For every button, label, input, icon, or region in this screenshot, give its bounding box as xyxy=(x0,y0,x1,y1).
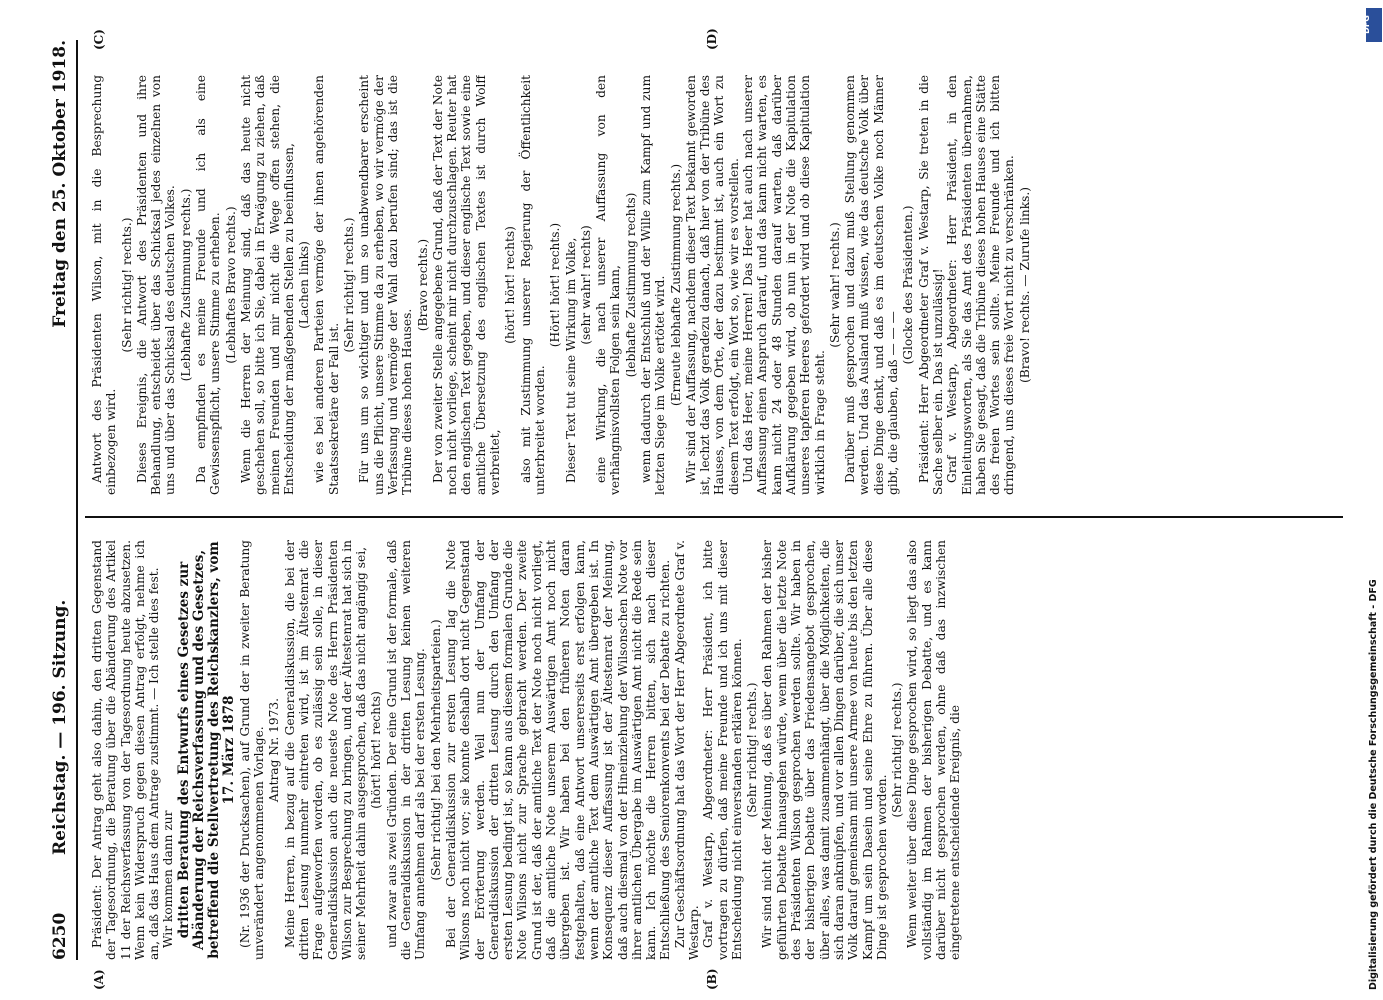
paragraph: Zur Geschäftsordnung hat das Wort der Herr Abgeordnete Graf v. Westarp. xyxy=(672,540,701,960)
paragraph: Graf v. Westarp, Abgeordneter: Herr Präsident, in den Einleitungsworten, als Sie das Amt des Präsidenten übernahmen, haben Sie gesagt, daß die Tribüne dieses hohen Hauses eine Stätte des freien Wortes sein sollte. Meine Freunde und ich bitten dringend, uns dieses freie Wort nicht zu verschränken. xyxy=(945,75,1017,495)
reaction: (Sehr wahr! rechts.) xyxy=(827,222,842,348)
page-header xyxy=(48,40,78,960)
digitization-credit xyxy=(1368,10,1382,990)
credit-text: Digitalisierung gefördert durch die Deutsche Forschungsgemeinschaft - DFG xyxy=(1368,579,1379,990)
paragraph: Der von zweiter Stelle angegebene Grund, daß der Text der Note noch nicht vorliege, scheint mir nicht durchzuschlagen. Reuter hat den englischen Text gegeben, und dieser englische Text sowie eine amtliche Übersetzung des englischen Textes ist durch Wolff verbreitet, xyxy=(430,75,503,495)
reaction: (lebhafte Zustimmung rechts) xyxy=(623,192,638,378)
paragraph: Wir kommen dann zur xyxy=(161,810,176,948)
reaction: (Sehr richtig! rechts.) xyxy=(119,217,134,353)
motion-number: Antrag Nr. 1973. xyxy=(267,697,282,803)
page-number: 6250 xyxy=(50,912,70,960)
reaction: (Sehr richtig! bei den Mehrheitsparteien.) xyxy=(428,619,443,881)
paragraph: Dieses Ereignis, die Antwort des Präsidenten und ihre Behandlung, entscheidet über das Schicksal jedes einzelnen von uns und über das Schicksal des deutschen Volkes. xyxy=(134,75,178,495)
paragraph: Wenn weiter über diese Dinge gesprochen wird, so liegt das also vollständig im Rahmen der bisherigen Debatte, und es kann darüber nicht gesprochen werden, ohne daß das inzwischen eingetretene entscheidende Ereignis, die xyxy=(905,540,963,960)
paragraph: wenn dadurch der Entschluß und der Wille zum Kampf und zum letzten Siege im Volke ertötet wird. xyxy=(638,75,668,495)
paragraph: (Nr. 1936 der Drucksachen), auf Grund der in zweiter Beratung unverändert angenommenen Vorlage. xyxy=(237,540,267,960)
paragraph: Dieser Text tut seine Wirkung im Volke, xyxy=(563,237,578,483)
paragraph: Darüber muß gesprochen und dazu muß Stellung genommen werden. Und das Ausland muß wissen, wie das deutsche Volk über diese Dinge denkt, und daß es im deutschen Volke noch Männer gibt, die glauben, daß — — — xyxy=(843,75,901,495)
reaction: (Erneute lebhafte Zustimmung rechts.) xyxy=(668,163,683,407)
reaction: (Lebhafte Zustimmung rechts.) xyxy=(178,188,193,382)
paragraph: Meine Herren, in bezug auf die Generaldiskussion, die bei der dritten Lesung nunmehr eintreten wird, ist im Ältestenrat die Frage aufgeworfen worden, ob es zulässig sein solle, in dieser Generaldiskussion auch die neueste Note des Herrn Präsidenten Wilson zur Besprechung zu bringen, und der Ältestenrat hat sich in seiner Mehrheit dahin ausgesprochen, daß das nicht angängig sei, xyxy=(282,540,369,960)
paragraph: Wir sind nicht der Meinung, daß es über den Rahmen der bisher geführten Debatte hinausgehen würde, wenn über die letzte Note des Präsidenten Wilson gesprochen werden sollte. Wir haben in der bisherigen Debatte über das Friedensangebot gesprochen, über alles, was damit zusammenhängt, über die Möglichkeiten, die sich daran anknüpfen, und vor allen Dingen darüber, die sich unser Volk darauf gemeinsam mit unsere Armee von heute bis den letzten Kampf um sein Dasein und seine Ehre zu führen. Über alle diese Dinge ist gesprochen worden. xyxy=(760,540,889,960)
margin-marker-d: (D) xyxy=(705,28,719,50)
paragraph: und zwar aus zwei Gründen. Der eine Grund ist der formale, daß die Generaldiskussion in der dritten Lesung keinen weiteren Umfang annehmen darf als bei der ersten Lesung. xyxy=(384,540,428,960)
paragraph: Wir sind der Auffassung, nachdem dieser Text bekannt geworden ist, lechzt das Volk geradezu danach, daß hier von der Tribüne des Hauses, von dem Orte, der dazu bestimmt ist, auch ein Wort zu diesem Text erfolgt, ein Wort so, wie wir es vorstellen. xyxy=(683,75,741,495)
right-column xyxy=(90,75,1343,495)
left-column xyxy=(90,540,1343,960)
paragraph: Da empfinden es meine Freunde und ich als eine Gewissenspflicht, unsere Stimme zu erheben. xyxy=(194,75,223,495)
reaction: (Glocke des Präsidenten.) xyxy=(901,205,916,365)
margin-marker-a: (A) xyxy=(92,969,106,990)
reaction: (Sehr richtig! rechts.) xyxy=(890,682,905,818)
dfg-logo-text: DFG xyxy=(1361,15,1371,34)
paragraph: Graf v. Westarp, Abgeordneter: Herr Präsident, ich bitte vortragen zu dürfen, daß meine Freunde und ich uns mit dieser Entscheidung nicht einverstanden erklären können. xyxy=(701,540,744,960)
reaction: (Hört! hört! rechts.) xyxy=(548,222,563,348)
paragraph: Bei der Generaldiskussion zur ersten Lesung lag die Note Wilsons noch nicht vor; sie konnte deshalb dort nicht Gegenstand der Erörterung werden. Weil nun der Umfang der Generaldiskussion der dritten Lesung durch den Umfang der ersten Lesung bedingt ist, so kann aus diesem formalen Grunde die Note Wilsons nicht zur Sprache gebracht werden. Der zweite Grund ist der, daß der amtliche Text der Note noch nicht vorliegt, daß die amtliche Note unserem Auswärtigen Amt noch nicht übergeben ist. Wir haben bei den früheren Noten daran festgehalten, daß eine Antwort unsererseits erst erfolgen kann, wenn der amtliche Text dem Auswärtigen Amt übergeben ist. In Konsequenz dieser Auffassung ist der Ältestenrat der Meinung, daß auch diesmal von der Hineinziehung der Wilsonschen Note vor ihrer amtlichen Übergabe im Auswärtigen Amt nicht die Rede sein kann. Ich möchte die Herren bitten, sich nach dieser Entschließung des Seniorenkonvents bei der Debatte zu richten. xyxy=(443,540,673,960)
bill-title: dritten Beratung des Entwurfs eines Gesetzes zur Abänderung der Reichsverfassung und des Gesetzes, betreffend die Stellvertretung des Reichskanzlers, vom 17. März 1878 xyxy=(175,541,237,959)
paragraph: Antwort des Präsidenten Wilson, mit in die Besprechung einbezogen wird. xyxy=(90,75,119,495)
reaction: (hört! hört! rechts) xyxy=(503,226,518,344)
margin-marker-b: (B) xyxy=(705,968,719,990)
paragraph: Präsident: Herr Abgeordneter Graf v. Westarp, Sie treten in die Sache selber ein. Das ist unzulässig! xyxy=(916,75,945,495)
paragraph: also mit Zustimmung unserer Regierung der Öffentlichkeit unterbreitet worden. xyxy=(518,75,547,495)
paragraph: wie es bei anderen Parteien vermöge der ihnen angehörenden Staatssekretäre der Fall ist. xyxy=(312,75,341,495)
session-date: Freitag den 25. Oktober 1918. xyxy=(50,40,70,328)
reaction: (Bravo! rechts. — Zurufe links.) xyxy=(1017,187,1032,383)
paragraph: Und das Heer, meine Herren! Das Heer hat auch nach unserer Auffassung einen Anspruch darauf, und das kann nicht warten, es kann nicht 24 oder 48 Stunden darauf warten, daß darüber Aufklärung gegeben wird, ob nun in der Note die Kapitulation unseres tapferen Heeres gefordert wird und ob diese Kapitulation wirklich in Frage steht. xyxy=(741,75,827,495)
paragraph: Wenn die Herren der Meinung sind, daß das heute nicht geschehen soll, so bitte ich Sie, dabei in Erwägung zu ziehen, daß meinen Freunden und mir nicht die Wege offen stehen, die Entscheidung der maßgebenden Stellen zu beeinflussen, xyxy=(238,75,296,495)
reaction: (sehr wahr! rechts) xyxy=(578,225,593,345)
reaction: (Sehr richtig! rechts.) xyxy=(342,217,357,353)
reaction: (hört! hört! rechts) xyxy=(369,691,384,809)
margin-marker-c: (C) xyxy=(92,29,106,50)
paragraph: Für uns um so wichtiger und um so unabwendbarer erscheint uns die Pflicht, unsere Stimme da zu erheben, wo wir vermöge der Verfassung und vermöge der Wahl dazu berufen sind; das ist die Tribüne dieses hohen Hauses. xyxy=(357,75,415,495)
reaction: (Lachen links) xyxy=(297,241,312,329)
paragraph: eine Wirkung, die nach unserer Auffassung von den verhängnisvollsten Folgen sein kann, xyxy=(594,75,623,495)
reaction: (Lebhaftes Bravo rechts.) xyxy=(223,206,238,364)
reaction: (Bravo rechts.) xyxy=(415,238,430,332)
column-divider xyxy=(85,516,1343,518)
reaction: (Sehr richtig! rechts.) xyxy=(745,682,760,818)
session-title: Reichstag. — 196. Sitzung. xyxy=(50,599,70,855)
paragraph: Präsident: Der Antrag geht also dahin, den dritten Gegenstand der Tagesordnung, die Beratung über die Abänderung des Artikel 11 der Reichsverfassung von der Tagesordnung heute abzusetzen. Wenn kein Widerspruch gegen diesen Antrag erfolgt, nehme ich an, daß das Haus dem Antrage zustimmt. — Ich stelle dies fest. xyxy=(90,540,162,960)
